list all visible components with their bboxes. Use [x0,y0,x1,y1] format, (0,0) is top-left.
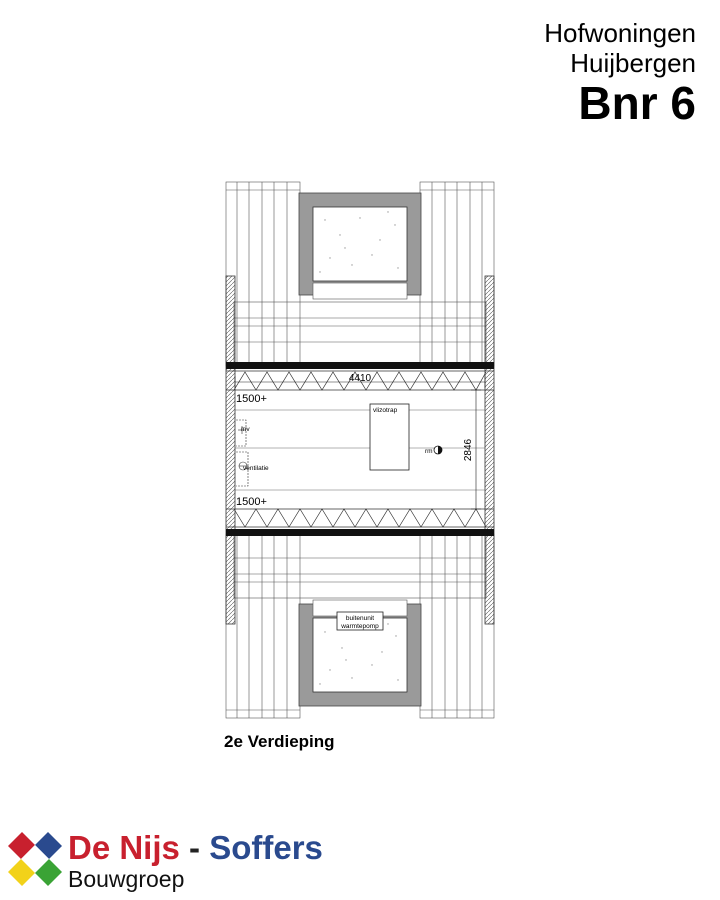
height-marker-top: 1500+ [236,393,267,405]
building-number: Bnr 6 [578,77,696,129]
mv-unit [236,420,246,446]
floor-label: 2e Verdieping [224,732,335,751]
vlizotrap-label: vlizotrap [373,407,398,414]
company-name-dash: - [189,829,201,866]
room-lines [235,410,485,490]
logo-mark-icon [8,832,62,886]
dimension-width-label: 4410 [348,373,372,384]
mv-label: mv [241,426,250,433]
company-name-part2: Soffers [209,829,323,866]
company-name [68,830,323,866]
company-subtitle: Bouwgroep [68,866,185,892]
smoke-detector-fill [438,446,442,454]
left-wall [226,276,235,624]
truss-bottom [226,509,494,527]
purlin-bottom [226,529,494,536]
ventilatie-label: ventilatie [243,465,269,472]
company-logo [8,830,408,894]
project-name: Hofwoningen [544,18,696,48]
purlin-top [226,362,494,369]
dimension-depth-label: 2846 [463,438,474,462]
buitenunit-label-2: warmtepomp [341,623,379,630]
dormer-top [299,193,421,299]
company-name-part1: De Nijs [68,829,180,866]
buitenunit-label-1: buitenunit [345,615,375,622]
right-wall [485,276,494,624]
rm-label: rm [425,448,433,455]
project-location: Huijbergen [570,48,696,78]
height-marker-bottom: 1500+ [236,496,267,508]
